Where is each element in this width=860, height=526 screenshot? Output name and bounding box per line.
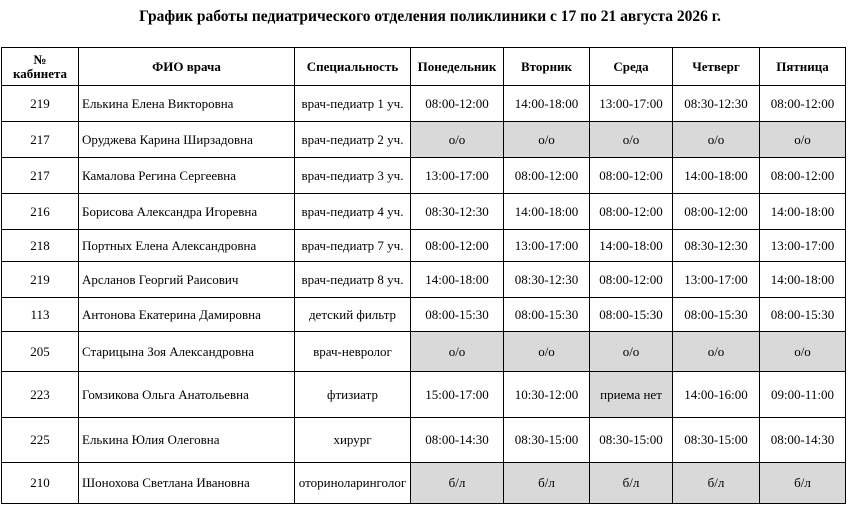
schedule-cell-wed: о/о: [590, 332, 673, 372]
schedule-cell-tue: о/о: [504, 122, 590, 158]
schedule-cell-thu: 08:30-15:00: [673, 418, 760, 463]
cabinet-cell: 219: [2, 86, 79, 122]
schedule-cell-thu: о/о: [673, 332, 760, 372]
schedule-cell-thu: 08:30-12:30: [673, 86, 760, 122]
specialty-cell: детский фильтр: [295, 298, 411, 332]
cabinet-cell: 218: [2, 230, 79, 262]
schedule-cell-tue: 08:30-12:30: [504, 262, 590, 298]
header-day-fri: Пятница: [760, 48, 846, 86]
schedule-cell-thu: о/о: [673, 122, 760, 158]
schedule-cell-tue: 08:00-12:00: [504, 158, 590, 194]
table-row: [2, 230, 860, 262]
schedule-cell-mon: 08:00-14:30: [411, 418, 504, 463]
table-row: [2, 122, 860, 158]
specialty-cell: врач-невролог: [295, 332, 411, 372]
schedule-cell-thu: б/л: [673, 463, 760, 504]
doctor-name-cell: Борисова Александра Игоревна: [79, 194, 295, 230]
header-row: [2, 48, 860, 86]
schedule-cell-tue: 10:30-12:00: [504, 372, 590, 418]
schedule-cell-thu: 08:30-12:30: [673, 230, 760, 262]
schedule-cell-tue: 14:00-18:00: [504, 194, 590, 230]
schedule-cell-fri: 08:00-15:30: [760, 298, 846, 332]
doctor-name-cell: Елькина Елена Викторовна: [79, 86, 295, 122]
schedule-cell-mon: о/о: [411, 332, 504, 372]
schedule-cell-tue: б/л: [504, 463, 590, 504]
header-cabinet: [2, 48, 79, 86]
doctor-name-cell: Оруджева Карина Ширзадовна: [79, 122, 295, 158]
schedule-cell-fri: 13:00-17:00: [760, 230, 846, 262]
doctor-name-cell: Антонова Екатерина Дамировна: [79, 298, 295, 332]
schedule-cell-mon: 15:00-17:00: [411, 372, 504, 418]
table-row: [2, 262, 860, 298]
header-day-mon: Понедельник: [411, 48, 504, 86]
table-row: [2, 86, 860, 122]
cabinet-cell: 113: [2, 298, 79, 332]
cabinet-cell: 225: [2, 418, 79, 463]
schedule-cell-mon: 08:00-12:00: [411, 230, 504, 262]
doctor-name-cell: Шонохова Светлана Ивановна: [79, 463, 295, 504]
schedule-cell-thu: 13:00-17:00: [673, 262, 760, 298]
schedule-cell-thu: 08:00-12:00: [673, 194, 760, 230]
doctor-name-cell: Старицына Зоя Александровна: [79, 332, 295, 372]
schedule-cell-mon: 13:00-17:00: [411, 158, 504, 194]
schedule-cell-wed: 13:00-17:00: [590, 86, 673, 122]
cabinet-cell: 219: [2, 262, 79, 298]
schedule-cell-tue: 13:00-17:00: [504, 230, 590, 262]
schedule-cell-fri: 14:00-18:00: [760, 262, 846, 298]
schedule-cell-mon: б/л: [411, 463, 504, 504]
doctor-name-cell: Елькина Юлия Олеговна: [79, 418, 295, 463]
table-row: [2, 332, 860, 372]
schedule-cell-tue: 14:00-18:00: [504, 86, 590, 122]
cabinet-cell: 223: [2, 372, 79, 418]
doctor-name-cell: Гомзикова Ольга Анатольевна: [79, 372, 295, 418]
specialty-cell: оториноларинголог: [295, 463, 411, 504]
schedule-cell-fri: 08:00-12:00: [760, 86, 846, 122]
schedule-cell-fri: о/о: [760, 332, 846, 372]
doctor-name-cell: Арсланов Георгий Раисович: [79, 262, 295, 298]
schedule-cell-tue: 08:30-15:00: [504, 418, 590, 463]
table-row: [2, 298, 860, 332]
schedule-cell-wed: о/о: [590, 122, 673, 158]
schedule-table: [1, 47, 860, 504]
header-day-thu: Четверг: [673, 48, 760, 86]
specialty-cell: врач-педиатр 4 уч.: [295, 194, 411, 230]
specialty-cell: врач-педиатр 8 уч.: [295, 262, 411, 298]
schedule-cell-mon: 14:00-18:00: [411, 262, 504, 298]
header-day-tue: Вторник: [504, 48, 590, 86]
doctor-name-cell: Камалова Регина Сергеевна: [79, 158, 295, 194]
schedule-cell-mon: 08:00-15:30: [411, 298, 504, 332]
doctor-name-cell: Портных Елена Александровна: [79, 230, 295, 262]
header-cabinet-line1: №: [33, 51, 47, 67]
table-row: [2, 463, 860, 504]
header-specialty: Специальность: [295, 48, 411, 86]
header-day-wed: Среда: [590, 48, 673, 86]
table-row: [2, 194, 860, 230]
schedule-cell-wed: 08:00-12:00: [590, 158, 673, 194]
schedule-cell-wed: 08:00-12:00: [590, 194, 673, 230]
schedule-cell-fri: 08:00-12:00: [760, 158, 846, 194]
specialty-cell: врач-педиатр 7 уч.: [295, 230, 411, 262]
table-row: [2, 158, 860, 194]
specialty-cell: врач-педиатр 1 уч.: [295, 86, 411, 122]
page-title: График работы педиатрического отделения поликлиники с 17 по 21 августа 2026 г.: [139, 8, 721, 25]
cabinet-cell: 217: [2, 158, 79, 194]
table-row: [2, 418, 860, 463]
schedule-cell-thu: 14:00-16:00: [673, 372, 760, 418]
schedule-cell-fri: 08:00-14:30: [760, 418, 846, 463]
schedule-cell-tue: 08:00-15:30: [504, 298, 590, 332]
schedule-cell-wed: 14:00-18:00: [590, 230, 673, 262]
schedule-cell-mon: о/о: [411, 122, 504, 158]
schedule-cell-mon: 08:30-12:30: [411, 194, 504, 230]
schedule-cell-wed: 08:30-15:00: [590, 418, 673, 463]
specialty-cell: фтизиатр: [295, 372, 411, 418]
cabinet-cell: 205: [2, 332, 79, 372]
schedule-cell-fri: 09:00-11:00: [760, 372, 846, 418]
specialty-cell: хирург: [295, 418, 411, 463]
header-name: ФИО врача: [79, 48, 295, 86]
schedule-cell-wed: приема нет: [590, 372, 673, 418]
schedule-cell-fri: 14:00-18:00: [760, 194, 846, 230]
schedule-cell-fri: о/о: [760, 122, 846, 158]
specialty-cell: врач-педиатр 2 уч.: [295, 122, 411, 158]
schedule-cell-tue: о/о: [504, 332, 590, 372]
schedule-cell-wed: б/л: [590, 463, 673, 504]
specialty-cell: врач-педиатр 3 уч.: [295, 158, 411, 194]
schedule-cell-thu: 08:00-15:30: [673, 298, 760, 332]
cabinet-cell: 216: [2, 194, 79, 230]
cabinet-cell: 210: [2, 463, 79, 504]
header-cabinet-line2: кабинета: [12, 65, 68, 81]
schedule-cell-thu: 14:00-18:00: [673, 158, 760, 194]
cabinet-cell: 217: [2, 122, 79, 158]
schedule-cell-wed: 08:00-12:00: [590, 262, 673, 298]
schedule-cell-fri: б/л: [760, 463, 846, 504]
schedule-cell-wed: 08:00-15:30: [590, 298, 673, 332]
schedule-cell-mon: 08:00-12:00: [411, 86, 504, 122]
table-row: [2, 372, 860, 418]
